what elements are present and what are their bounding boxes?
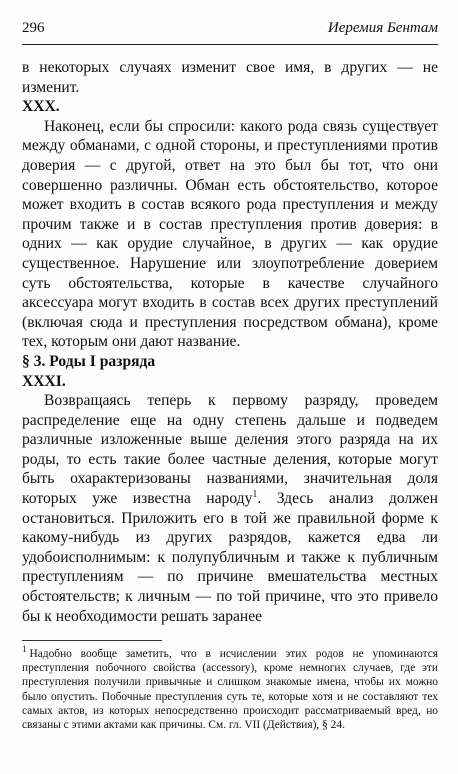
header-rule bbox=[22, 44, 438, 45]
footnote bbox=[22, 644, 438, 732]
paragraph-xxxi bbox=[22, 391, 438, 626]
paragraph-xxxi-part1: Возвращаясь теперь к первому разряду, проведем распределение еще на одну степень дальше и подведем различные изложенные выше деления этого разряда на их роды, то есть такие более частные деления, которые могут быть охарактеризованы названиями, значительная доля которых уже известна народу bbox=[22, 392, 438, 508]
paragraph-xxxi-part2: . Здесь анализ должен остановиться. Приложить его в той же правильной форме к какому-нибудь из других разрядов, кажется едва ли удобоисполнимым: к полупубличным и также к публичным преступлениям — по причине вмешательства местных обстоятельств; к личным — по той причине, что это привело бы к необходимости решать заранее bbox=[22, 490, 438, 625]
paragraph-xxx: Наконец, если бы спросили: какого рода связь существует между обманами, с одной стороны, и преступлениями против доверия — с другой, ответ на это был бы тот, что они совершенно различны. Обман есть обстоятельство, которое может входить в состав всякого рода преступления и между прочим также и в состав преступления против доверия: в одних — как орудие случайное, в других — как орудие существенное. Нарушение или злоупотребление доверием суть обстоятельства, которые в качестве случайного аксессуара могут входить в состав всех других преступлений (включая сюда и преступления посредством обмана), кроме тех, которым они дают название. bbox=[22, 117, 438, 351]
footnote-mark: 1 bbox=[22, 644, 27, 655]
footnote-reference[interactable]: 1 bbox=[252, 488, 258, 500]
running-head: Иеремия Бентам bbox=[327, 20, 438, 36]
section-heading: § 3. Роды I разряда bbox=[22, 352, 156, 370]
paragraph-continuation: в некоторых случаях изменит свое имя, в других — не изменит. bbox=[22, 59, 438, 96]
heading-xxx: XXX. bbox=[22, 98, 60, 116]
footnote-text: Надобно вообще заметить, что в исчислении этих родов не упоминаются преступления побочного свойства (accessory), кроме немногих случаев, где эти преступления получили привычные и слишком знакомые имена, чтобы их можно было опустить. Побочные преступления суть те, которые хотя и не составляют тех самых актов, из которых непосредственно происходит рассматриваемый вред, но связаны с этими актами как причины. См. гл. VII (Действия), § 24. bbox=[22, 648, 438, 732]
footnote-rule bbox=[22, 640, 162, 641]
heading-xxxi: XXXI. bbox=[22, 372, 66, 390]
page-number: 296 bbox=[22, 20, 45, 36]
main-text bbox=[22, 58, 438, 626]
page-header bbox=[22, 18, 438, 40]
